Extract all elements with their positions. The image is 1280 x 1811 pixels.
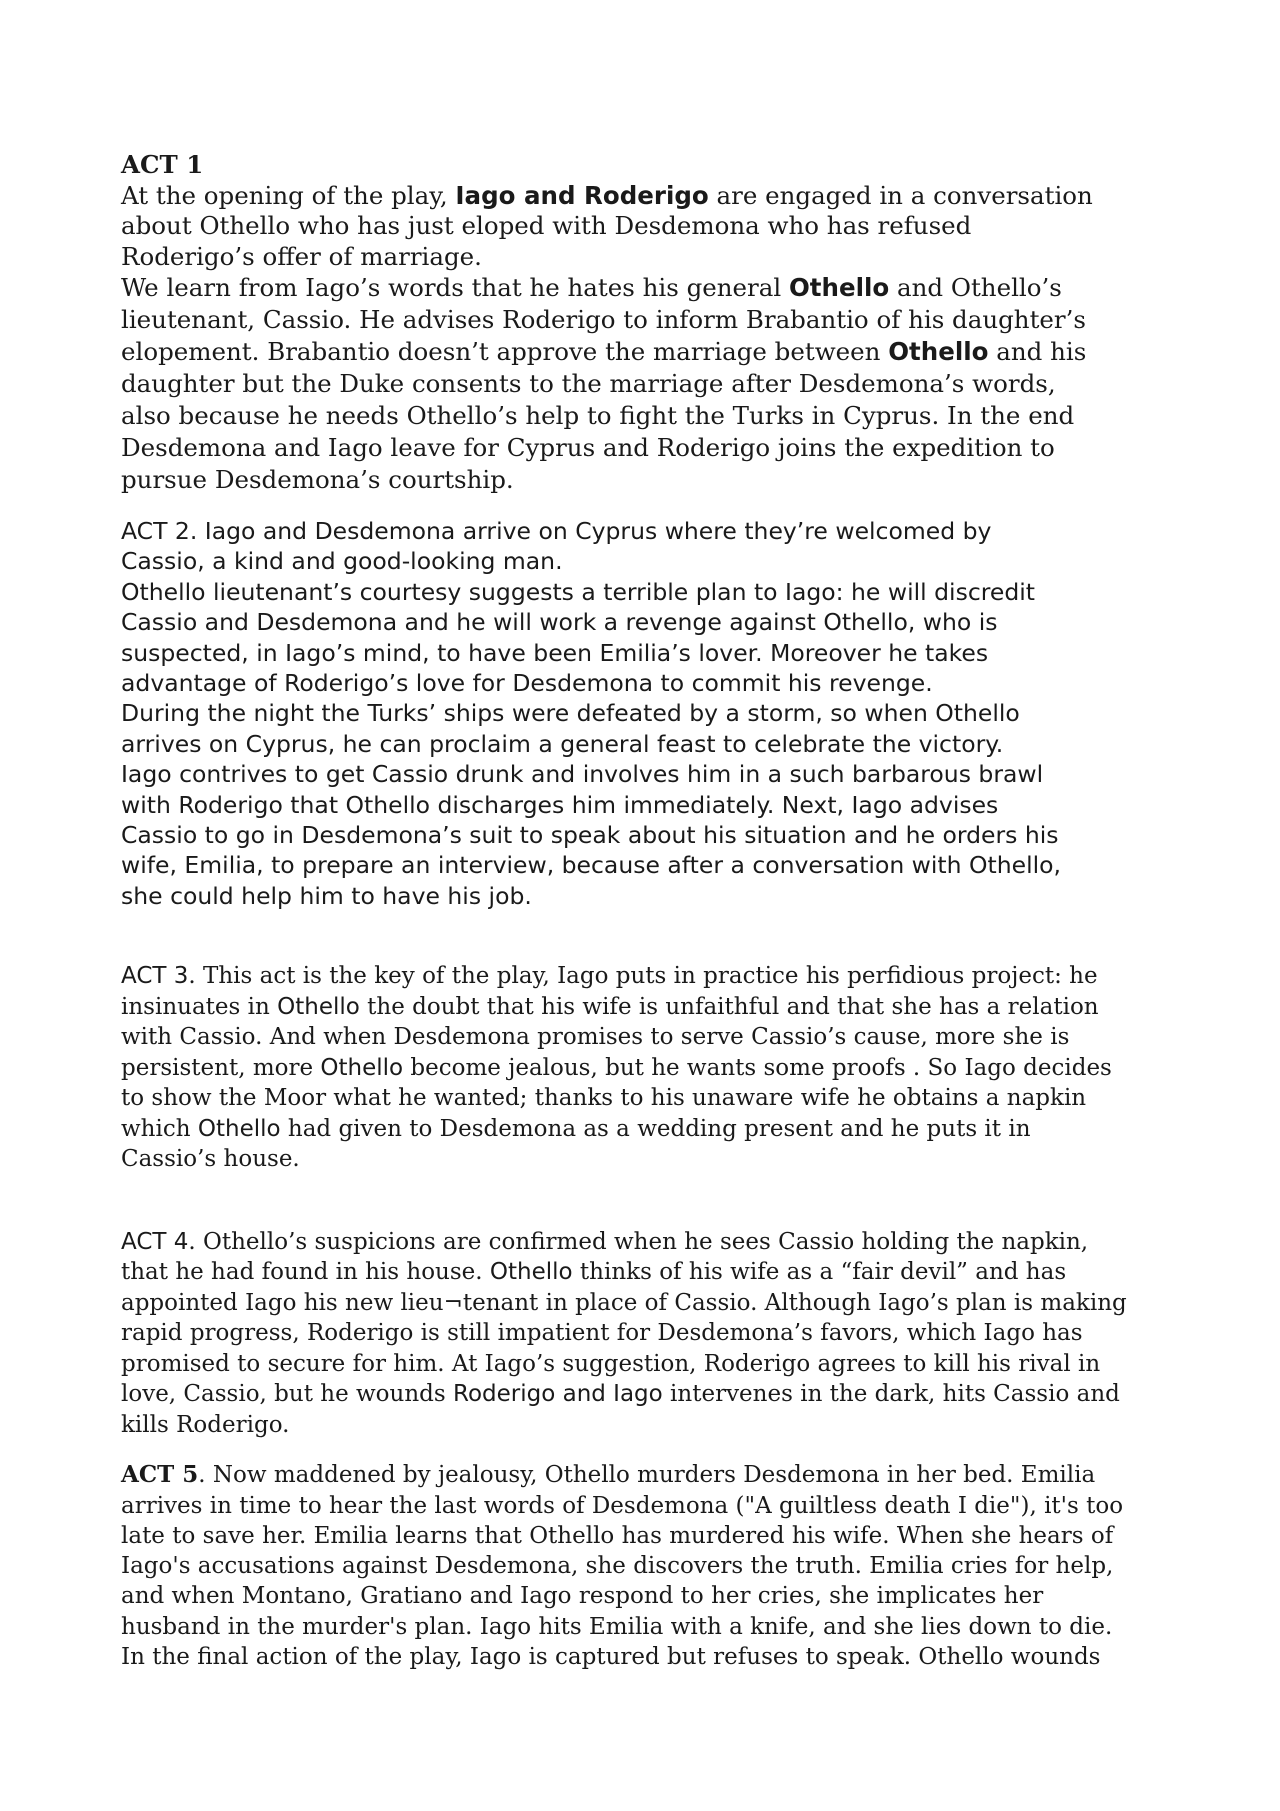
act3-line: insinuates in Othello the doubt that his wife is unfaithful and that she has a relation [121, 993, 1099, 1020]
act4-line: appointed Iago his new lieu¬tenant in place of Cassio. Although Iago’s plan is making [121, 1289, 1127, 1316]
act2-line: During the night the Turks’ ships were defeated by a storm, so when Othello [121, 699, 1020, 728]
name-othello: Othello [197, 1115, 281, 1142]
act2-line: arrives on Cyprus, he can proclaim a general feast to celebrate the victory. [121, 729, 1004, 758]
names-roderigo-iago: Roderigo and Iago [453, 1381, 663, 1408]
act1-line: pursue Desdemona’s courtship. [121, 465, 514, 494]
act2-section [121, 516, 1181, 911]
bold-name-othello: Othello [888, 337, 989, 366]
name-othello: Othello [489, 1259, 573, 1286]
act1-line: We learn from Iago’s words that he hates his general Othello and Othello’s [121, 273, 1062, 302]
act2-line: advantage of Roderigo’s love for Desdemona to commit his revenge. [121, 669, 933, 698]
act4-line: promised to secure for him. At Iago’s suggestion, Roderigo agrees to kill his rival in [121, 1350, 1101, 1377]
act5-line: and when Montano, Gratiano and Iago respond to her cries, she implicates her [121, 1583, 1044, 1610]
act2-line: Cassio, a kind and good-looking man. [121, 547, 563, 576]
act4-label: ACT 4 [121, 1228, 189, 1255]
act4-line: love, Cassio, but he wounds Roderigo and Iago intervenes in the dark, hits Cassio and [121, 1381, 1120, 1408]
act5-line: arrives in time to hear the last words of Desdemona ("A guiltless death I die"), it's too [121, 1492, 1124, 1519]
act4-line: kills Roderigo. [121, 1411, 290, 1438]
act3-line: Cassio’s house. [121, 1146, 300, 1173]
act2-line: with Roderigo that Othello discharges him immediately. Next, Iago advises [121, 790, 999, 819]
act2-line: wife, Emilia, to prepare an interview, because after a conversation with Othello, [121, 851, 1061, 880]
act4-line: ACT 4. Othello’s suspicions are confirmed when he sees Cassio holding the napkin, [121, 1228, 1089, 1255]
act4-section [121, 1227, 1181, 1441]
act1-section [121, 150, 1181, 496]
name-othello: Othello [320, 1054, 404, 1081]
act3-line: ACT 3. This act is the key of the play, Iago puts in practice his perfidious project: he [121, 963, 1098, 990]
name-othello: Othello [277, 993, 360, 1020]
act2-line: suspected, in Iago’s mind, to have been Emilia’s lover. Moreover he takes [121, 638, 989, 667]
act2-line: ACT 2. Iago and Desdemona arrive on Cyprus where they’re welcomed by [121, 517, 992, 545]
bold-names: Iago and Roderigo [455, 180, 709, 210]
act2-line: Othello lieutenant’s courtesy suggests a terrible plan to Iago: he will discredit [121, 577, 1035, 606]
act1-line: about Othello who has just eloped with Desdemona who has refused [121, 211, 972, 240]
act1-line: At the opening of the play, Iago and Roderigo are engaged in a conversation [121, 180, 1093, 210]
act2-line: Cassio to go in Desdemona’s suit to speak about his situation and he orders his [121, 821, 1059, 850]
act5-section [121, 1460, 1181, 1672]
act1-line: daughter but the Duke consents to the marriage after Desdemona’s words, [121, 369, 1056, 398]
act5-line: ACT 5. Now maddened by jealousy, Othello murders Desdemona in her bed. Emilia [121, 1461, 1096, 1489]
act3-label: ACT 3 [121, 963, 189, 990]
act2-line: Iago contrives to get Cassio drunk and involves him in a such barbarous brawl [121, 760, 1044, 789]
act1-heading: ACT 1 [121, 150, 204, 179]
act5-line: husband in the murder's plan. Iago hits Emilia with a knife, and she lies down to die. [121, 1613, 1113, 1640]
act3-line: to show the Moor what he wanted; thanks to his unaware wife he obtains a napkin [121, 1085, 1087, 1112]
act2-line: Cassio and Desdemona and he will work a revenge against Othello, who is [121, 608, 998, 637]
act1-line: Desdemona and Iago leave for Cyprus and Roderigo joins the expedition to [121, 433, 1055, 462]
act5-line: late to save her. Emilia learns that Othello has murdered his wife. When she hears of [121, 1522, 1114, 1549]
act1-line: lieutenant, Cassio. He advises Roderigo to inform Brabantio of his daughter’s [121, 305, 1086, 334]
act5-label: ACT 5 [121, 1461, 199, 1489]
act4-line: that he had found in his house. Othello thinks of his wife as a “fair devil” and has [121, 1259, 1067, 1286]
act3-section [121, 961, 1181, 1175]
document-page [121, 150, 1181, 1672]
act1-line: Roderigo’s offer of marriage. [121, 241, 482, 271]
act5-line: Iago's accusations against Desdemona, she discovers the truth. Emilia cries for help, [121, 1553, 1114, 1580]
act2-line: she could help him to have his job. [121, 881, 532, 910]
act3-line: which Othello had given to Desdemona as a wedding present and he puts it in [121, 1115, 1031, 1142]
act1-line: also because he needs Othello’s help to fight the Turks in Cyprus. In the end [121, 401, 1075, 430]
act3-line: with Cassio. And when Desdemona promises to serve Cassio’s cause, more she is [121, 1024, 1070, 1051]
bold-name-othello: Othello [788, 273, 890, 302]
act1-line: elopement. Brabantio doesn’t approve the marriage between Othello and his [121, 337, 1087, 366]
act4-line: rapid progress, Roderigo is still impatient for Desdemona’s favors, which Iago has [121, 1320, 1083, 1347]
act5-line: In the final action of the play, Iago is captured but refuses to speak. Othello wounds [121, 1644, 1101, 1671]
act3-line: persistent, more Othello become jealous, but he wants some proofs . So Iago decides [121, 1054, 1112, 1081]
